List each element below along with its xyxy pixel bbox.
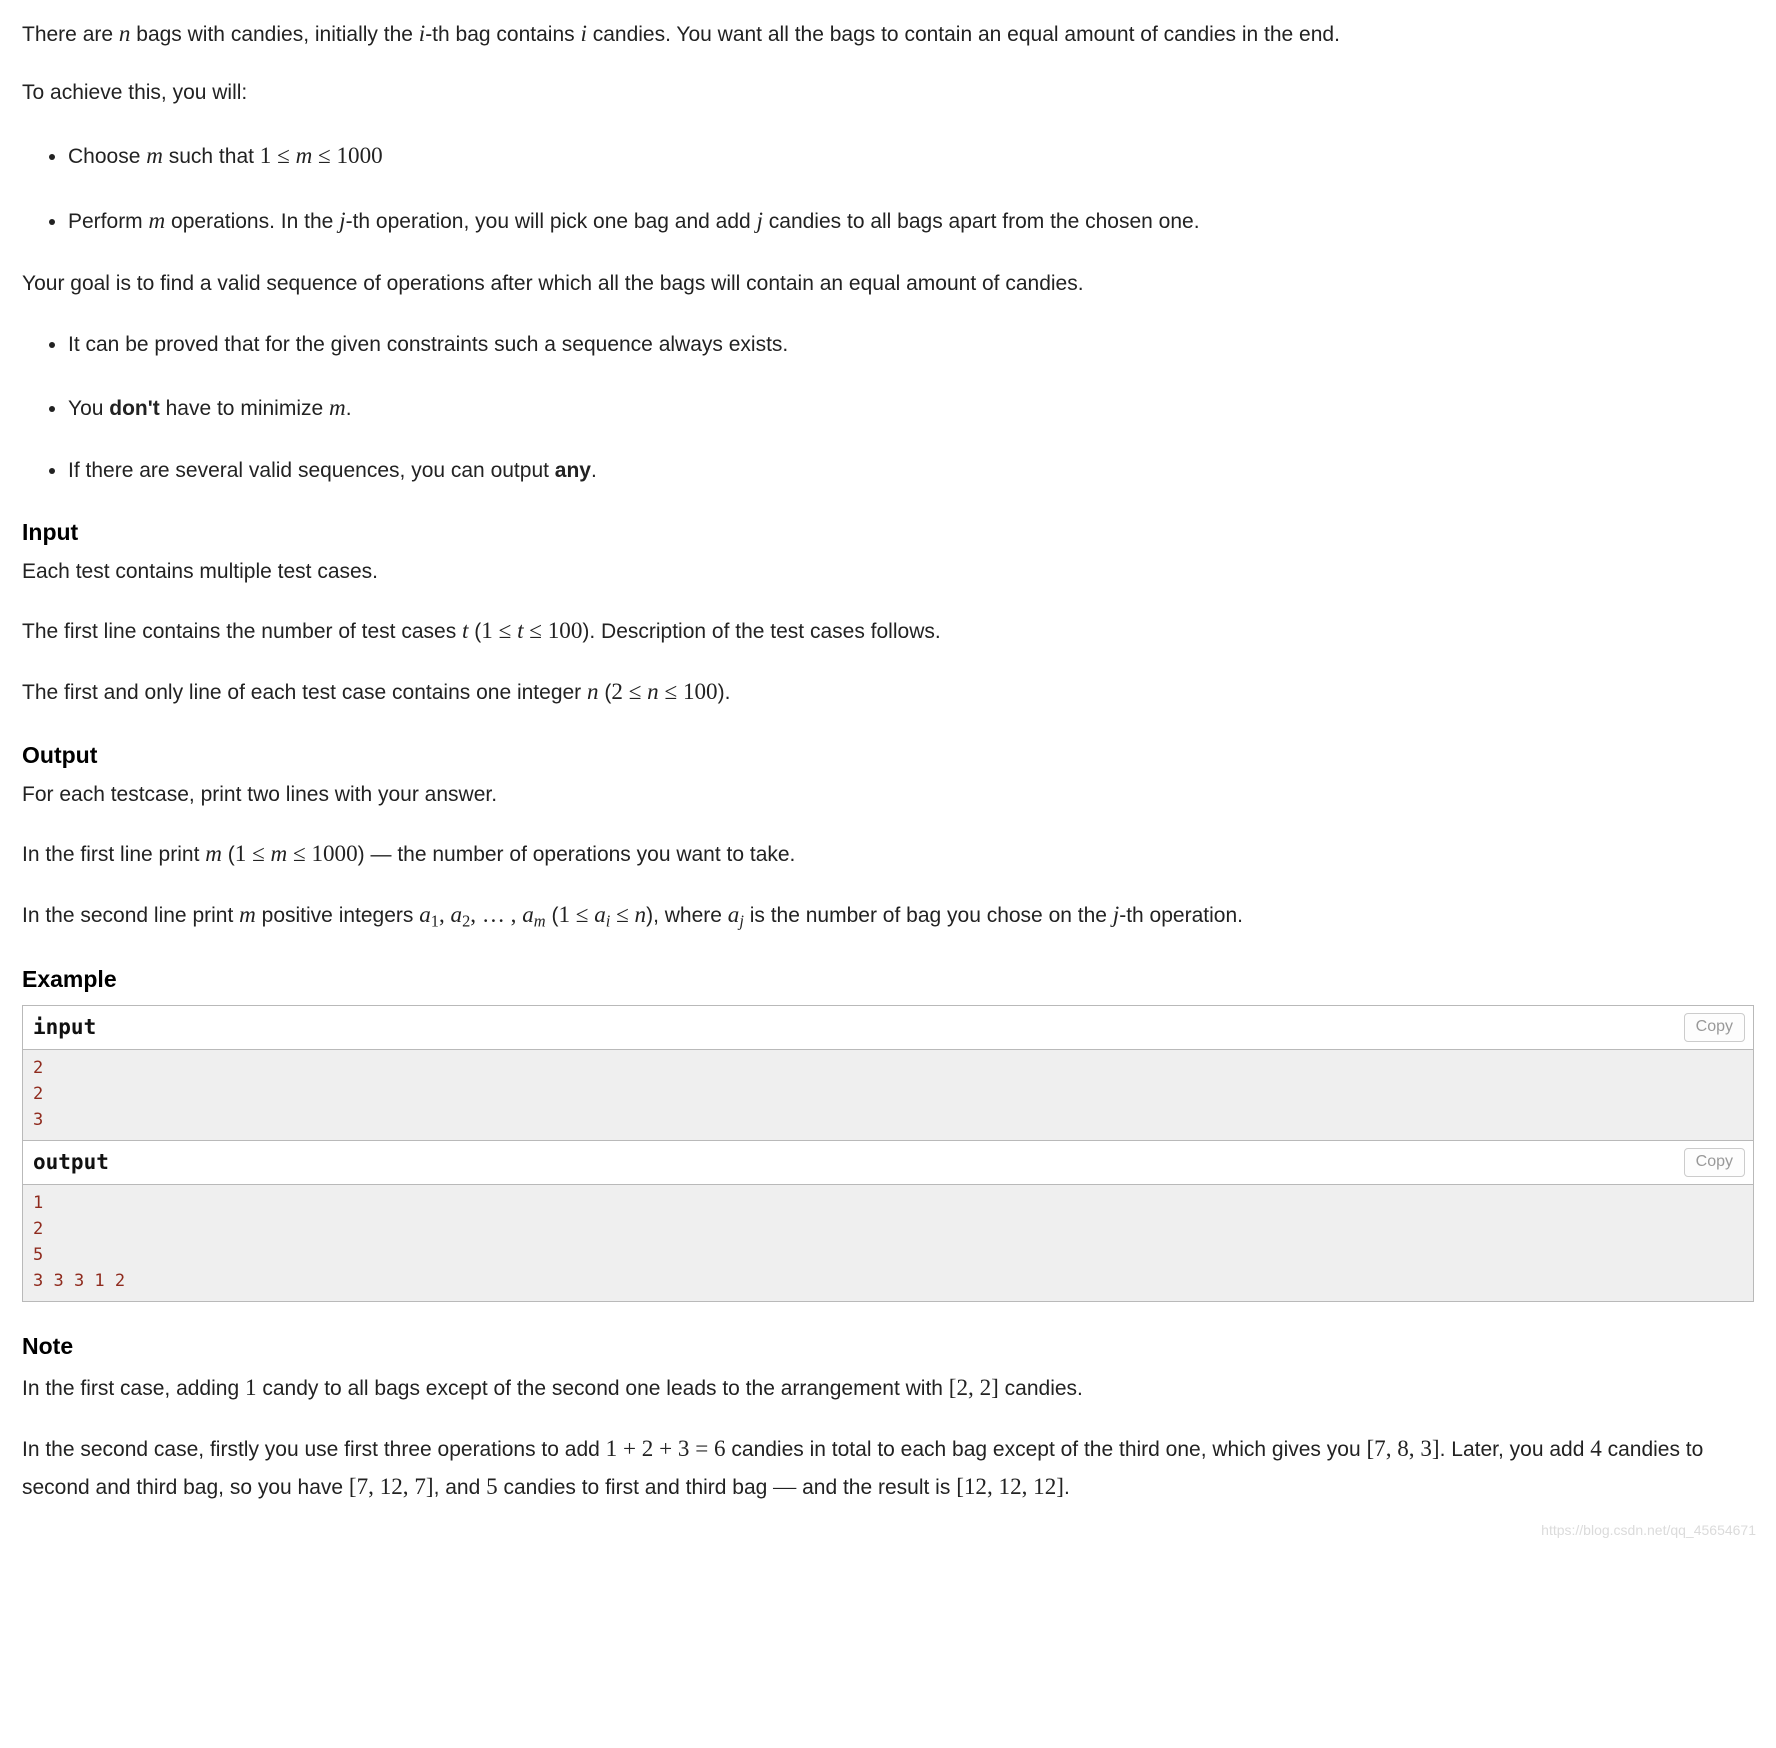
text-segment: If there are several valid sequences, you can output <box>68 458 555 482</box>
sample-tests <box>22 1005 1754 1302</box>
sample-input-body <box>23 1050 1753 1140</box>
text-segment: and the result is <box>796 1476 957 1500</box>
sample-line: 2 <box>33 1057 44 1078</box>
text-segment: , … , <box>470 900 523 927</box>
statement-paragraph-1 <box>22 14 1754 53</box>
text-segment: j <box>1112 900 1120 927</box>
text-segment: For each testcase, print two lines with your answer. <box>22 782 498 806</box>
text-segment: [7, 12, 7] <box>348 1473 434 1500</box>
input-paragraph <box>22 672 1754 711</box>
text-segment: n <box>118 20 131 46</box>
text-segment: candies. <box>998 1376 1083 1400</box>
list-item <box>68 327 1754 362</box>
text-segment: ≤ 1000 <box>287 840 358 867</box>
sample-output-header <box>23 1140 1753 1185</box>
text-segment: a <box>594 900 606 927</box>
text-segment: You <box>68 397 110 421</box>
text-segment: . Later, you add <box>1439 1437 1591 1461</box>
text-segment: m <box>148 206 166 233</box>
text-segment: candy to all bags except of the second one leads to the arrangement with <box>256 1376 949 1400</box>
text-segment: any <box>554 458 591 482</box>
text-segment: j <box>756 206 763 233</box>
text-segment: a <box>419 900 431 927</box>
copy-output-button[interactable]: Copy <box>1684 1148 1745 1177</box>
statement-list-operations <box>22 136 1754 240</box>
text-segment: candies to second and third bag, so you have <box>22 1437 1704 1500</box>
text-segment: operations. In the <box>165 209 340 233</box>
output-paragraph <box>22 777 1754 812</box>
text-segment: [2, 2] <box>948 1373 999 1400</box>
text-segment: . <box>590 458 597 482</box>
statement-paragraph-2 <box>22 75 1754 110</box>
text-segment: 4 <box>1590 1434 1602 1461</box>
example-section-title: Example <box>22 966 117 993</box>
text-segment: j <box>339 206 346 233</box>
text-segment: ( <box>221 843 235 867</box>
text-segment: ≤ 100 <box>658 678 718 705</box>
sample-line: 1 <box>33 1192 44 1213</box>
text-segment: t <box>517 617 524 644</box>
watermark: https://blog.csdn.net/qq_45654671 <box>1541 1522 1756 1538</box>
text-segment: The first line contains the number of test cases <box>22 620 463 644</box>
text-segment: -th operation. <box>1119 903 1243 927</box>
text-segment: n <box>587 678 599 705</box>
text-segment: In the first case, adding <box>22 1376 245 1400</box>
text-segment: ( <box>468 620 482 644</box>
output-paragraph <box>22 895 1754 935</box>
list-item <box>68 201 1754 240</box>
text-segment: 1 ≤ <box>234 840 271 867</box>
text-segment: In the second line print <box>22 903 240 927</box>
text-segment: have to minimize <box>159 397 329 421</box>
note-section-title: Note <box>22 1332 74 1359</box>
text-segment: positive integers <box>255 903 420 927</box>
text-segment: bags with candies, initially the <box>130 23 419 46</box>
text-segment: m <box>205 840 222 867</box>
text-segment: ), where <box>646 903 728 927</box>
text-segment: n <box>634 900 647 927</box>
input-paragraph <box>22 611 1754 650</box>
input-paragraph <box>22 554 1754 589</box>
text-segment: 1 <box>244 1373 257 1400</box>
text-segment: 1 ≤ <box>481 617 518 644</box>
text-segment: n <box>647 678 659 705</box>
sample-output-label: output <box>33 1149 109 1174</box>
text-segment: is the number of bag you chose on the <box>743 903 1113 927</box>
text-segment: t <box>462 617 469 644</box>
text-segment: Perform <box>68 209 149 233</box>
text-segment: a <box>727 900 740 927</box>
text-segment: m <box>329 394 346 421</box>
text-segment: don't <box>109 397 160 421</box>
text-segment: m <box>295 142 313 169</box>
text-segment: m <box>146 142 163 169</box>
text-segment: ) — the number of operations you want to take. <box>357 843 796 867</box>
note-paragraph <box>22 1368 1754 1407</box>
text-segment: — <box>773 1473 797 1500</box>
sample-line: 2 <box>33 1218 44 1239</box>
text-segment: i <box>580 20 587 46</box>
list-item <box>68 453 1754 488</box>
sample-line: 3 3 3 1 2 <box>33 1270 126 1291</box>
text-segment: , and <box>433 1476 487 1500</box>
text-segment: candies to all bags apart from the chosen one. <box>762 209 1200 233</box>
text-segment: candies. You want all the bags to contain an equal amount of candies in the end. <box>586 23 1340 46</box>
text-segment: Each test contains multiple test cases. <box>22 560 379 584</box>
text-segment: ≤ <box>610 900 635 927</box>
text-segment: ). <box>717 681 731 705</box>
text-segment: 1 <box>430 911 439 931</box>
text-segment: ). Description of the test cases follows. <box>582 620 941 644</box>
note-paragraph <box>22 1429 1754 1507</box>
text-segment: ≤ 1000 <box>312 142 383 169</box>
text-segment: candies in total to each bag except of the third one, which gives you <box>725 1437 1367 1461</box>
text-segment: i <box>418 20 426 46</box>
sample-input-header <box>23 1006 1753 1050</box>
text-segment: 2 ≤ <box>611 678 648 705</box>
copy-input-button[interactable]: Copy <box>1684 1013 1745 1042</box>
text-segment: -th operation, you will pick one bag and add <box>345 209 757 233</box>
text-segment: m <box>533 911 546 931</box>
text-segment: [12, 12, 12] <box>956 1473 1064 1500</box>
input-section-title: Input <box>22 519 79 546</box>
text-segment: . <box>1063 1476 1070 1500</box>
text-segment: It can be proved that for the given constraints such a sequence always exists. <box>68 332 789 356</box>
statement-paragraph-3 <box>22 266 1754 301</box>
text-segment: candies to first and third bag <box>497 1476 774 1500</box>
text-segment: j <box>739 911 744 931</box>
text-segment: m <box>270 840 288 867</box>
text-segment: 5 <box>486 1473 498 1500</box>
list-item <box>68 388 1754 427</box>
output-section-title: Output <box>22 742 98 768</box>
text-segment: In the first line print <box>22 843 206 867</box>
text-segment: i <box>605 911 611 931</box>
text-segment: 1 + 2 + 3 = 6 <box>605 1434 726 1461</box>
text-segment: The first and only line of each test case contains one integer <box>22 681 588 705</box>
text-segment: Choose <box>68 145 147 169</box>
text-segment: a <box>450 900 463 927</box>
text-segment: such that <box>162 145 260 169</box>
text-segment: 2 <box>462 911 471 931</box>
sample-line: 2 <box>33 1083 44 1104</box>
sample-line: 5 <box>33 1244 44 1265</box>
statement-list-notes <box>22 327 1754 488</box>
text-segment: To achieve this, you will: <box>22 80 248 104</box>
text-segment: 1 ≤ <box>259 142 296 169</box>
problem-statement <box>22 14 1754 1506</box>
text-segment: a <box>522 900 534 927</box>
text-segment: [7, 8, 3] <box>1366 1434 1440 1461</box>
text-segment: In the second case, firstly you use first three operations to add <box>22 1437 606 1461</box>
output-paragraph <box>22 834 1754 873</box>
text-segment: Your goal is to find a valid sequence of operations after which all the bags will contain an equal amount of candies. <box>22 271 1084 295</box>
text-segment: -th bag contains <box>425 23 581 46</box>
text-segment: . <box>345 397 352 421</box>
sample-input-label: input <box>33 1014 97 1039</box>
sample-line: 3 <box>33 1109 44 1130</box>
text-segment: There are <box>22 23 119 46</box>
text-segment: ( <box>598 681 612 705</box>
sample-output-body <box>23 1185 1753 1301</box>
text-segment: , <box>438 900 451 927</box>
text-segment: ≤ 100 <box>523 617 583 644</box>
text-segment: 1 ≤ <box>558 900 595 927</box>
list-item <box>68 136 1754 175</box>
text-segment: m <box>239 900 256 927</box>
text-segment: ( <box>545 903 559 927</box>
